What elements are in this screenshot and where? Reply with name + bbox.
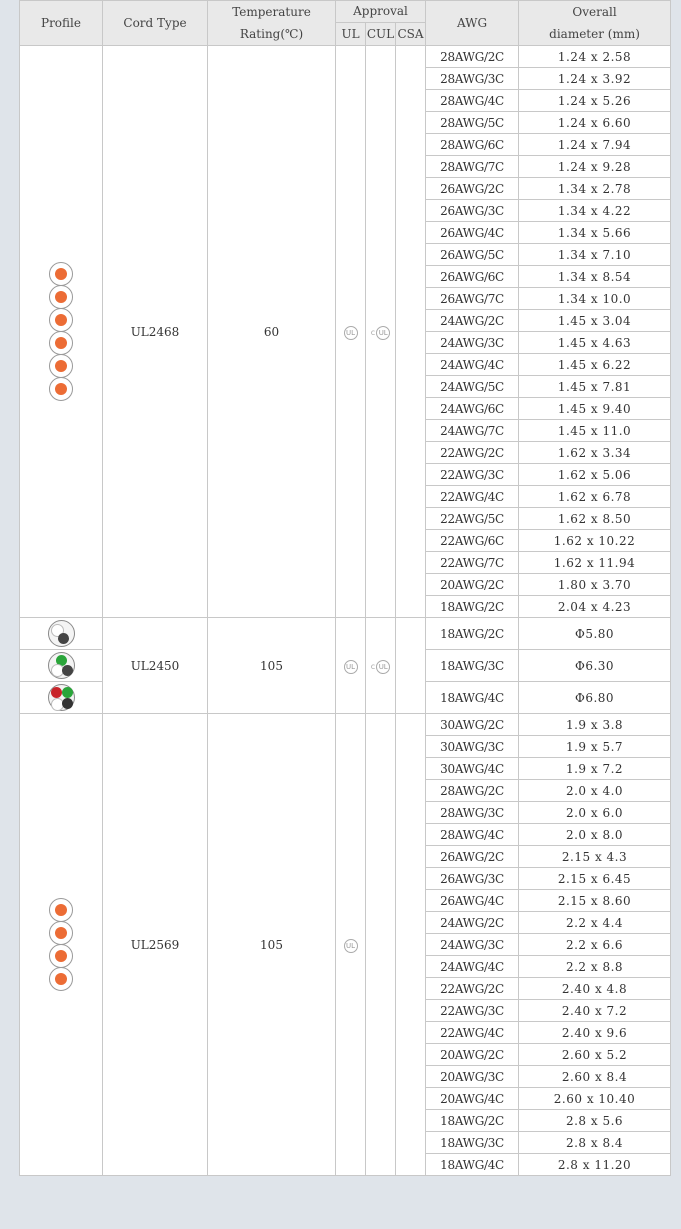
awg-cell: 28AWG/3C [426,68,519,90]
awg-cell: 24AWG/2C [426,310,519,332]
diameter-cell: 1.62 x 5.06 [519,464,671,486]
awg-cell: 24AWG/6C [426,398,519,420]
awg-cell: 28AWG/2C [426,46,519,68]
header-row [20,1,671,23]
approval-ul-cell [336,46,366,618]
awg-cell: 28AWG/4C [426,824,519,846]
awg-cell: 22AWG/6C [426,530,519,552]
awg-cell: 28AWG/2C [426,780,519,802]
diameter-cell: 2.15 x 4.3 [519,846,671,868]
spec-table-container [19,0,670,1176]
awg-cell: 26AWG/3C [426,868,519,890]
diameter-cell: 1.45 x 9.40 [519,398,671,420]
awg-cell: 20AWG/2C [426,1044,519,1066]
header-csa: CSA [396,22,426,45]
diameter-cell: 1.34 x 7.10 [519,244,671,266]
awg-cell: 22AWG/4C [426,486,519,508]
awg-cell: 24AWG/5C [426,376,519,398]
header-temperature-line2: Rating(℃) [239,27,304,41]
header-diameter [519,1,671,46]
approval-ul-cell [336,618,366,714]
profile-cell [20,46,103,618]
cul-mark-text: UL [376,660,390,674]
awg-cell: 28AWG/5C [426,112,519,134]
diameter-cell: 2.40 x 4.8 [519,978,671,1000]
cable-spec-table [19,0,671,1176]
diameter-cell: Φ6.30 [519,650,671,682]
diameter-cell: 1.34 x 2.78 [519,178,671,200]
awg-cell: 26AWG/3C [426,200,519,222]
header-awg: AWG [426,1,519,46]
approval-csa-cell [396,46,426,618]
temperature-cell: 105 [208,714,336,1176]
temperature-cell: 105 [208,618,336,714]
diameter-cell: 2.15 x 8.60 [519,890,671,912]
awg-cell: 22AWG/3C [426,1000,519,1022]
profile-cell [20,650,103,682]
diameter-cell: 2.04 x 4.23 [519,596,671,618]
awg-cell: 18AWG/2C [426,618,519,650]
cord-type-cell: UL2569 [103,714,208,1176]
awg-cell: 26AWG/5C [426,244,519,266]
awg-cell: 22AWG/5C [426,508,519,530]
awg-cell: 26AWG/4C [426,890,519,912]
profile-cell [20,618,103,650]
awg-cell: 22AWG/3C [426,464,519,486]
awg-cell: 24AWG/3C [426,332,519,354]
ul-mark-icon: UL [344,326,358,340]
cul-mark-prefix: c [370,661,376,671]
awg-cell: 26AWG/2C [426,178,519,200]
approval-csa-cell [396,618,426,714]
round-cable-3-conductor-icon [48,652,75,679]
round-cable-2-conductor-icon [48,620,75,647]
cul-mark-icon [371,328,390,337]
flat-cable-4-conductor-icon [49,898,73,991]
approval-cul-cell [366,714,396,1176]
awg-cell: 24AWG/4C [426,354,519,376]
ul-mark-icon: UL [344,939,358,953]
awg-cell: 18AWG/4C [426,1154,519,1176]
awg-cell: 28AWG/7C [426,156,519,178]
header-approval: Approval [336,1,426,23]
diameter-cell: Φ6.80 [519,682,671,714]
awg-cell: 30AWG/4C [426,758,519,780]
diameter-cell: 2.8 x 8.4 [519,1132,671,1154]
diameter-cell: 1.34 x 8.54 [519,266,671,288]
header-temperature [208,1,336,46]
diameter-cell: 1.62 x 8.50 [519,508,671,530]
awg-cell: 24AWG/3C [426,934,519,956]
diameter-cell: 2.8 x 11.20 [519,1154,671,1176]
diameter-cell: 2.2 x 8.8 [519,956,671,978]
header-temperature-line1: Temperature [232,5,311,19]
diameter-cell: 1.45 x 4.63 [519,332,671,354]
diameter-cell: 1.24 x 6.60 [519,112,671,134]
table-row [20,618,671,650]
diameter-cell: 1.45 x 7.81 [519,376,671,398]
awg-cell: 26AWG/7C [426,288,519,310]
diameter-cell: 1.62 x 11.94 [519,552,671,574]
cul-mark-prefix: c [370,327,376,337]
cord-type-cell: UL2468 [103,46,208,618]
diameter-cell: 2.0 x 4.0 [519,780,671,802]
awg-cell: 18AWG/2C [426,1110,519,1132]
diameter-cell: 1.24 x 7.94 [519,134,671,156]
table-body [20,46,671,1176]
awg-cell: 22AWG/7C [426,552,519,574]
cord-type-cell: UL2450 [103,618,208,714]
ul-mark-icon: UL [344,660,358,674]
profile-cell [20,682,103,714]
header-cord-type: Cord Type [103,1,208,46]
awg-cell: 22AWG/4C [426,1022,519,1044]
awg-cell: 30AWG/3C [426,736,519,758]
awg-cell: 28AWG/6C [426,134,519,156]
table-row [20,714,671,736]
diameter-cell: 1.24 x 2.58 [519,46,671,68]
diameter-cell: 1.24 x 5.26 [519,90,671,112]
diameter-cell: 2.40 x 9.6 [519,1022,671,1044]
awg-cell: 22AWG/2C [426,442,519,464]
table-row [20,46,671,68]
diameter-cell: 2.60 x 8.4 [519,1066,671,1088]
diameter-cell: 1.62 x 10.22 [519,530,671,552]
diameter-cell: 1.45 x 6.22 [519,354,671,376]
awg-cell: 18AWG/3C [426,1132,519,1154]
profile-cell [20,714,103,1176]
awg-cell: 22AWG/2C [426,978,519,1000]
diameter-cell: 2.2 x 4.4 [519,912,671,934]
diameter-cell: 1.9 x 5.7 [519,736,671,758]
diameter-cell: 1.62 x 3.34 [519,442,671,464]
awg-cell: 24AWG/2C [426,912,519,934]
awg-cell: 20AWG/2C [426,574,519,596]
diameter-cell: 2.2 x 6.6 [519,934,671,956]
header-diameter-line2: diameter (mm) [549,27,640,41]
header-ul: UL [336,22,366,45]
cul-mark-text: UL [376,326,390,340]
awg-cell: 30AWG/2C [426,714,519,736]
awg-cell: 26AWG/6C [426,266,519,288]
approval-cul-cell [366,618,396,714]
diameter-cell: 1.34 x 4.22 [519,200,671,222]
diameter-cell: 2.40 x 7.2 [519,1000,671,1022]
awg-cell: 26AWG/2C [426,846,519,868]
awg-cell: 20AWG/4C [426,1088,519,1110]
diameter-cell: 2.15 x 6.45 [519,868,671,890]
diameter-cell: 2.60 x 10.40 [519,1088,671,1110]
temperature-cell: 60 [208,46,336,618]
awg-cell: 18AWG/4C [426,682,519,714]
diameter-cell: 2.60 x 5.2 [519,1044,671,1066]
header-profile: Profile [20,1,103,46]
diameter-cell: 1.24 x 3.92 [519,68,671,90]
diameter-cell: 1.9 x 7.2 [519,758,671,780]
diameter-cell: 1.45 x 11.0 [519,420,671,442]
approval-csa-cell [396,714,426,1176]
diameter-cell: 1.45 x 3.04 [519,310,671,332]
diameter-cell: 1.80 x 3.70 [519,574,671,596]
diameter-cell: 2.8 x 5.6 [519,1110,671,1132]
awg-cell: 24AWG/4C [426,956,519,978]
awg-cell: 18AWG/3C [426,650,519,682]
diameter-cell: 1.62 x 6.78 [519,486,671,508]
diameter-cell: 1.9 x 3.8 [519,714,671,736]
awg-cell: 18AWG/2C [426,596,519,618]
diameter-cell: Φ5.80 [519,618,671,650]
approval-cul-cell [366,46,396,618]
awg-cell: 28AWG/4C [426,90,519,112]
cul-mark-icon [371,662,390,671]
awg-cell: 24AWG/7C [426,420,519,442]
header-diameter-line1: Overall [572,5,617,19]
diameter-cell: 2.0 x 8.0 [519,824,671,846]
diameter-cell: 1.34 x 10.0 [519,288,671,310]
round-cable-4-conductor-icon [48,684,75,711]
flat-cable-6-conductor-icon [49,262,73,401]
awg-cell: 26AWG/4C [426,222,519,244]
diameter-cell: 2.0 x 6.0 [519,802,671,824]
approval-ul-cell [336,714,366,1176]
awg-cell: 20AWG/3C [426,1066,519,1088]
header-cul: CUL [366,22,396,45]
awg-cell: 28AWG/3C [426,802,519,824]
diameter-cell: 1.34 x 5.66 [519,222,671,244]
diameter-cell: 1.24 x 9.28 [519,156,671,178]
